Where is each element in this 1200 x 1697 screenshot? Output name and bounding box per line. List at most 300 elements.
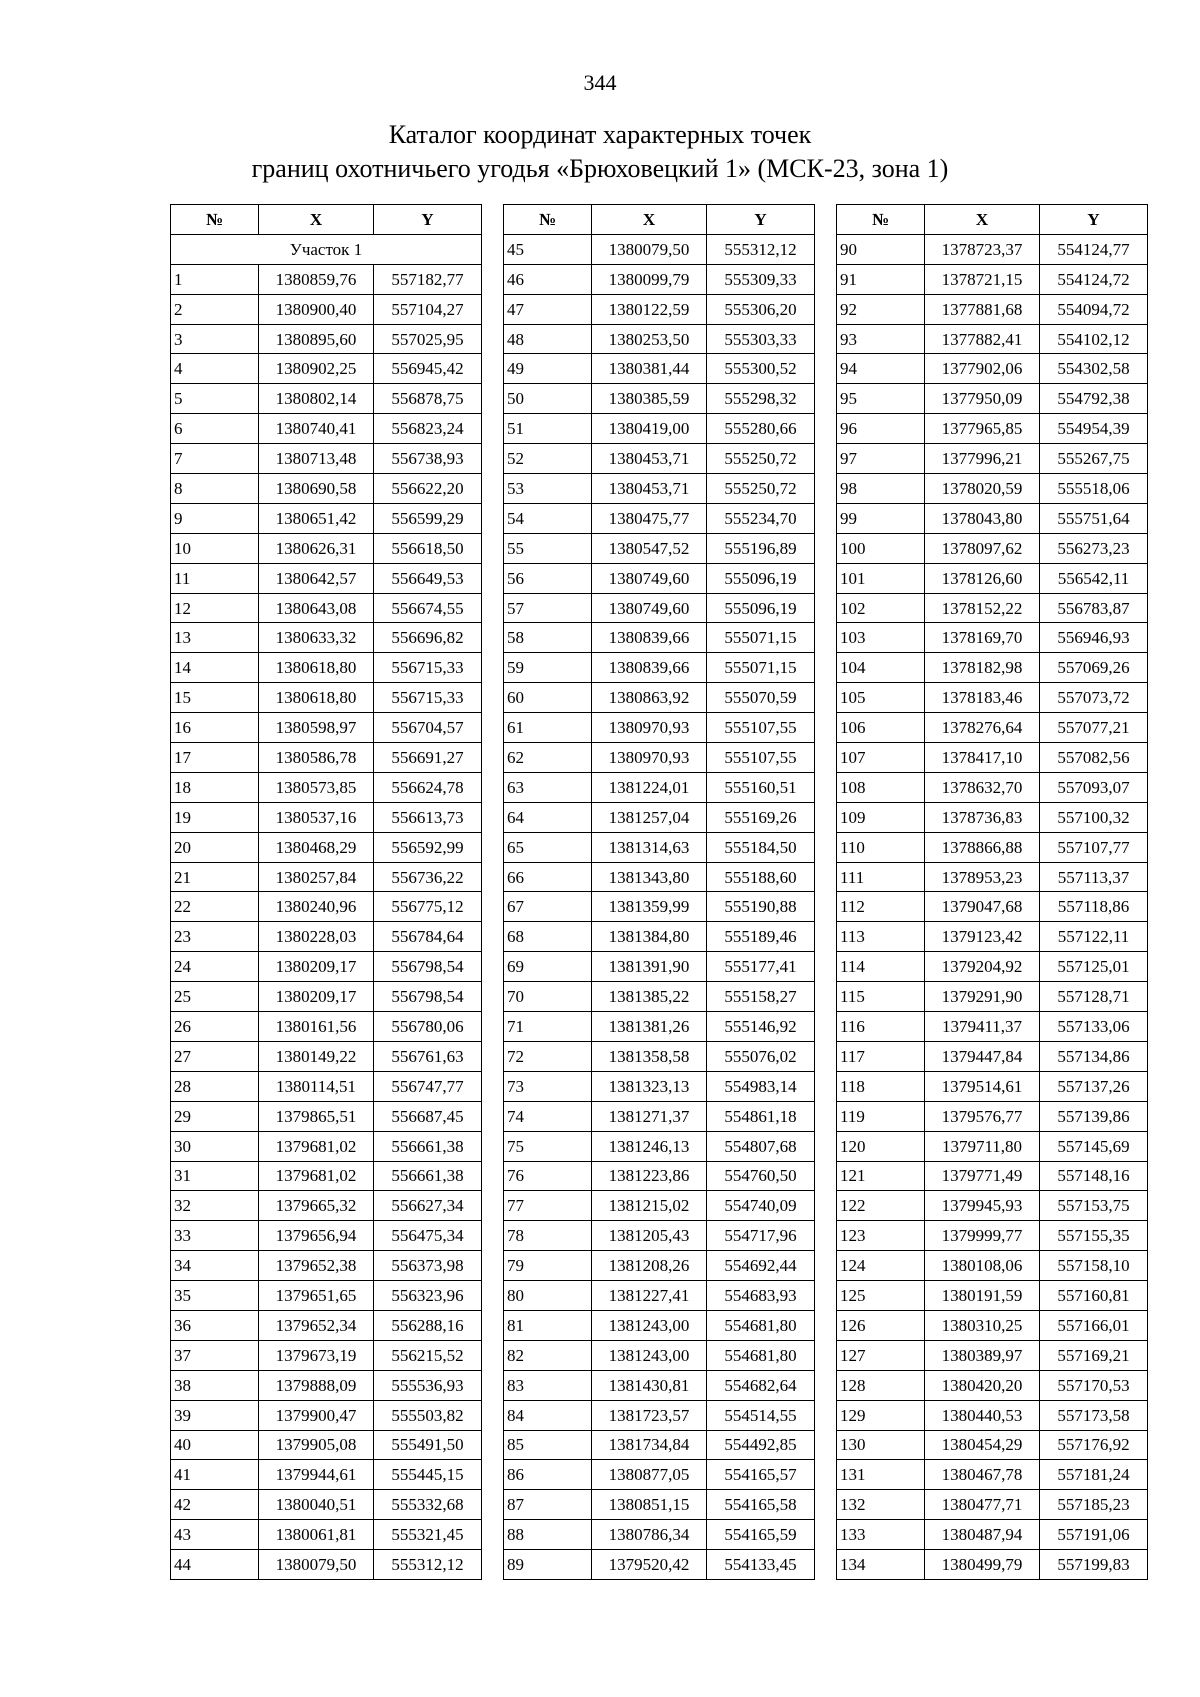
y-coordinate: 555751,64 — [1040, 503, 1148, 533]
table-header-row — [171, 205, 482, 235]
x-coordinate: 1380537,16 — [259, 802, 374, 832]
table-row — [504, 1221, 815, 1251]
x-coordinate: 1378043,80 — [925, 503, 1040, 533]
table-row — [504, 414, 815, 444]
y-coordinate: 557155,35 — [1040, 1221, 1148, 1251]
point-number: 3 — [171, 324, 259, 354]
point-number: 66 — [504, 862, 592, 892]
point-number: 50 — [504, 384, 592, 414]
table-row — [171, 862, 482, 892]
table-row — [837, 444, 1148, 474]
point-number: 79 — [504, 1251, 592, 1281]
y-coordinate: 557158,10 — [1040, 1251, 1148, 1281]
y-coordinate: 554133,45 — [707, 1550, 815, 1580]
point-number: 76 — [504, 1161, 592, 1191]
table-row — [504, 1071, 815, 1101]
x-coordinate: 1380839,66 — [592, 653, 707, 683]
y-coordinate: 554692,44 — [707, 1251, 815, 1281]
point-number: 127 — [837, 1340, 925, 1370]
x-coordinate: 1381243,00 — [592, 1340, 707, 1370]
x-coordinate: 1380209,17 — [259, 982, 374, 1012]
y-coordinate: 554717,96 — [707, 1221, 815, 1251]
section-label: Участок 1 — [171, 234, 482, 264]
point-number: 123 — [837, 1221, 925, 1251]
y-coordinate: 554102,12 — [1040, 324, 1148, 354]
y-coordinate: 555267,75 — [1040, 444, 1148, 474]
table-row — [837, 952, 1148, 982]
x-coordinate: 1380633,32 — [259, 623, 374, 653]
y-coordinate: 555280,66 — [707, 414, 815, 444]
section-row — [171, 234, 482, 264]
x-coordinate: 1381391,90 — [592, 952, 707, 982]
point-number: 108 — [837, 772, 925, 802]
x-coordinate: 1381385,22 — [592, 982, 707, 1012]
x-coordinate: 1380895,60 — [259, 324, 374, 354]
table-row — [171, 474, 482, 504]
table-row — [171, 802, 482, 832]
x-coordinate: 1380786,34 — [592, 1520, 707, 1550]
table-header-row — [837, 205, 1148, 235]
table-row — [171, 1370, 482, 1400]
table-row — [837, 1161, 1148, 1191]
table-row — [504, 653, 815, 683]
table-row — [837, 1550, 1148, 1580]
y-coordinate: 556674,55 — [374, 593, 482, 623]
table-row — [504, 1101, 815, 1131]
y-coordinate: 555076,02 — [707, 1041, 815, 1071]
table-row — [171, 743, 482, 773]
header-x: X — [592, 205, 707, 235]
point-number: 77 — [504, 1191, 592, 1221]
y-coordinate: 557185,23 — [1040, 1490, 1148, 1520]
point-number: 100 — [837, 533, 925, 563]
x-coordinate: 1378020,59 — [925, 474, 1040, 504]
x-coordinate: 1378417,10 — [925, 743, 1040, 773]
table-row — [837, 1131, 1148, 1161]
table-row — [171, 1310, 482, 1340]
table-row — [504, 1370, 815, 1400]
point-number: 17 — [171, 743, 259, 773]
table-row — [171, 1460, 482, 1490]
x-coordinate: 1379665,32 — [259, 1191, 374, 1221]
table-row — [837, 892, 1148, 922]
point-number: 95 — [837, 384, 925, 414]
x-coordinate: 1378169,70 — [925, 623, 1040, 653]
table-row — [504, 1550, 815, 1580]
point-number: 19 — [171, 802, 259, 832]
point-number: 110 — [837, 832, 925, 862]
table-row — [837, 922, 1148, 952]
y-coordinate: 555491,50 — [374, 1430, 482, 1460]
table-row — [837, 234, 1148, 264]
point-number: 42 — [171, 1490, 259, 1520]
point-number: 122 — [837, 1191, 925, 1221]
y-coordinate: 555146,92 — [707, 1012, 815, 1042]
x-coordinate: 1380079,50 — [592, 234, 707, 264]
point-number: 10 — [171, 533, 259, 563]
point-number: 20 — [171, 832, 259, 862]
table-row — [171, 772, 482, 802]
header-number: № — [837, 205, 925, 235]
point-number: 38 — [171, 1370, 259, 1400]
x-coordinate: 1378126,60 — [925, 563, 1040, 593]
point-number: 58 — [504, 623, 592, 653]
point-number: 107 — [837, 743, 925, 773]
x-coordinate: 1381734,84 — [592, 1430, 707, 1460]
table-row — [171, 1490, 482, 1520]
y-coordinate: 556622,20 — [374, 474, 482, 504]
x-coordinate: 1381314,63 — [592, 832, 707, 862]
y-coordinate: 556691,27 — [374, 743, 482, 773]
x-coordinate: 1381271,37 — [592, 1101, 707, 1131]
point-number: 29 — [171, 1101, 259, 1131]
coordinates-table-1 — [170, 204, 482, 1580]
table-row — [504, 444, 815, 474]
y-coordinate: 555518,06 — [1040, 474, 1148, 504]
x-coordinate: 1381343,80 — [592, 862, 707, 892]
table-row — [171, 1430, 482, 1460]
y-coordinate: 555107,55 — [707, 713, 815, 743]
point-number: 132 — [837, 1490, 925, 1520]
point-number: 31 — [171, 1161, 259, 1191]
x-coordinate: 1380381,44 — [592, 354, 707, 384]
header-y: Y — [374, 205, 482, 235]
point-number: 134 — [837, 1550, 925, 1580]
point-number: 2 — [171, 294, 259, 324]
y-coordinate: 554983,14 — [707, 1071, 815, 1101]
x-coordinate: 1380209,17 — [259, 952, 374, 982]
table-row — [504, 1251, 815, 1281]
table-row — [171, 1071, 482, 1101]
table-row — [504, 952, 815, 982]
x-coordinate: 1380240,96 — [259, 892, 374, 922]
y-coordinate: 556878,75 — [374, 384, 482, 414]
y-coordinate: 556288,16 — [374, 1310, 482, 1340]
x-coordinate: 1379204,92 — [925, 952, 1040, 982]
x-coordinate: 1380475,77 — [592, 503, 707, 533]
point-number: 39 — [171, 1400, 259, 1430]
x-coordinate: 1381208,26 — [592, 1251, 707, 1281]
x-coordinate: 1379681,02 — [259, 1161, 374, 1191]
table-row — [837, 1490, 1148, 1520]
point-number: 92 — [837, 294, 925, 324]
point-number: 112 — [837, 892, 925, 922]
x-coordinate: 1377882,41 — [925, 324, 1040, 354]
x-coordinate: 1379681,02 — [259, 1131, 374, 1161]
table-row — [837, 324, 1148, 354]
table-row — [171, 444, 482, 474]
x-coordinate: 1381243,00 — [592, 1310, 707, 1340]
y-coordinate: 556736,22 — [374, 862, 482, 892]
point-number: 93 — [837, 324, 925, 354]
x-coordinate: 1379771,49 — [925, 1161, 1040, 1191]
x-coordinate: 1380586,78 — [259, 743, 374, 773]
x-coordinate: 1380859,76 — [259, 264, 374, 294]
table-row — [171, 294, 482, 324]
y-coordinate: 554492,85 — [707, 1430, 815, 1460]
point-number: 99 — [837, 503, 925, 533]
table-row — [171, 1520, 482, 1550]
y-coordinate: 555234,70 — [707, 503, 815, 533]
table-row — [837, 474, 1148, 504]
y-coordinate: 555303,33 — [707, 324, 815, 354]
table-row — [171, 952, 482, 982]
header-number: № — [504, 205, 592, 235]
y-coordinate: 556273,23 — [1040, 533, 1148, 563]
y-coordinate: 555188,60 — [707, 862, 815, 892]
point-number: 116 — [837, 1012, 925, 1042]
point-number: 56 — [504, 563, 592, 593]
point-number: 48 — [504, 324, 592, 354]
x-coordinate: 1380253,50 — [592, 324, 707, 354]
point-number: 51 — [504, 414, 592, 444]
x-coordinate: 1379865,51 — [259, 1101, 374, 1131]
point-number: 133 — [837, 1520, 925, 1550]
x-coordinate: 1379651,65 — [259, 1281, 374, 1311]
table-row — [837, 1400, 1148, 1430]
y-coordinate: 555298,32 — [707, 384, 815, 414]
point-number: 74 — [504, 1101, 592, 1131]
header-y: Y — [1040, 205, 1148, 235]
point-number: 128 — [837, 1370, 925, 1400]
table-row — [837, 1191, 1148, 1221]
point-number: 118 — [837, 1071, 925, 1101]
x-coordinate: 1380061,81 — [259, 1520, 374, 1550]
point-number: 115 — [837, 982, 925, 1012]
x-coordinate: 1380453,71 — [592, 474, 707, 504]
point-number: 102 — [837, 593, 925, 623]
table-row — [837, 1101, 1148, 1131]
x-coordinate: 1380389,97 — [925, 1340, 1040, 1370]
y-coordinate: 557137,26 — [1040, 1071, 1148, 1101]
point-number: 40 — [171, 1430, 259, 1460]
x-coordinate: 1380477,71 — [925, 1490, 1040, 1520]
point-number: 121 — [837, 1161, 925, 1191]
y-coordinate: 557133,06 — [1040, 1012, 1148, 1042]
table-row — [837, 1340, 1148, 1370]
y-coordinate: 555070,59 — [707, 683, 815, 713]
point-number: 87 — [504, 1490, 592, 1520]
y-coordinate: 557182,77 — [374, 264, 482, 294]
point-number: 30 — [171, 1131, 259, 1161]
y-coordinate: 557153,75 — [1040, 1191, 1148, 1221]
x-coordinate: 1380749,60 — [592, 563, 707, 593]
point-number: 47 — [504, 294, 592, 324]
y-coordinate: 556613,73 — [374, 802, 482, 832]
x-coordinate: 1379945,93 — [925, 1191, 1040, 1221]
table-row — [837, 1071, 1148, 1101]
point-number: 8 — [171, 474, 259, 504]
table-row — [837, 623, 1148, 653]
point-number: 88 — [504, 1520, 592, 1550]
x-coordinate: 1380642,57 — [259, 563, 374, 593]
table-row — [171, 1161, 482, 1191]
point-number: 91 — [837, 264, 925, 294]
table-row — [171, 623, 482, 653]
table-row — [171, 414, 482, 444]
table-row — [504, 1430, 815, 1460]
y-coordinate: 554807,68 — [707, 1131, 815, 1161]
table-row — [837, 653, 1148, 683]
y-coordinate: 557077,21 — [1040, 713, 1148, 743]
x-coordinate: 1380970,93 — [592, 743, 707, 773]
x-coordinate: 1380970,93 — [592, 713, 707, 743]
y-coordinate: 555160,51 — [707, 772, 815, 802]
table-row — [171, 1400, 482, 1430]
point-number: 53 — [504, 474, 592, 504]
x-coordinate: 1380740,41 — [259, 414, 374, 444]
y-coordinate: 557160,81 — [1040, 1281, 1148, 1311]
point-number: 64 — [504, 802, 592, 832]
table-row — [837, 1251, 1148, 1281]
y-coordinate: 557122,11 — [1040, 922, 1148, 952]
x-coordinate: 1380643,08 — [259, 593, 374, 623]
y-coordinate: 556627,34 — [374, 1191, 482, 1221]
point-number: 111 — [837, 862, 925, 892]
x-coordinate: 1379999,77 — [925, 1221, 1040, 1251]
x-coordinate: 1380467,78 — [925, 1460, 1040, 1490]
point-number: 71 — [504, 1012, 592, 1042]
x-coordinate: 1380099,79 — [592, 264, 707, 294]
table-row — [837, 384, 1148, 414]
x-coordinate: 1380900,40 — [259, 294, 374, 324]
point-number: 43 — [171, 1520, 259, 1550]
table-row — [171, 1340, 482, 1370]
y-coordinate: 557104,27 — [374, 294, 482, 324]
header-number: № — [171, 205, 259, 235]
y-coordinate: 554124,72 — [1040, 264, 1148, 294]
x-coordinate: 1377950,09 — [925, 384, 1040, 414]
table-row — [504, 503, 815, 533]
table-row — [171, 503, 482, 533]
point-number: 22 — [171, 892, 259, 922]
x-coordinate: 1380454,29 — [925, 1430, 1040, 1460]
table-row — [837, 354, 1148, 384]
point-number: 109 — [837, 802, 925, 832]
x-coordinate: 1377881,68 — [925, 294, 1040, 324]
y-coordinate: 555312,12 — [374, 1550, 482, 1580]
x-coordinate: 1381359,99 — [592, 892, 707, 922]
table-row — [504, 1281, 815, 1311]
point-number: 94 — [837, 354, 925, 384]
x-coordinate: 1380573,85 — [259, 772, 374, 802]
y-coordinate: 556945,42 — [374, 354, 482, 384]
x-coordinate: 1380839,66 — [592, 623, 707, 653]
table-row — [504, 1460, 815, 1490]
point-number: 24 — [171, 952, 259, 982]
x-coordinate: 1379576,77 — [925, 1101, 1040, 1131]
x-coordinate: 1380122,59 — [592, 294, 707, 324]
x-coordinate: 1378953,23 — [925, 862, 1040, 892]
x-coordinate: 1379905,08 — [259, 1430, 374, 1460]
x-coordinate: 1380228,03 — [259, 922, 374, 952]
y-coordinate: 555536,93 — [374, 1370, 482, 1400]
point-number: 131 — [837, 1460, 925, 1490]
y-coordinate: 556661,38 — [374, 1131, 482, 1161]
x-coordinate: 1381223,86 — [592, 1161, 707, 1191]
x-coordinate: 1381723,57 — [592, 1400, 707, 1430]
x-coordinate: 1380877,05 — [592, 1460, 707, 1490]
x-coordinate: 1378182,98 — [925, 653, 1040, 683]
table-row — [837, 1041, 1148, 1071]
table-row — [837, 503, 1148, 533]
x-coordinate: 1380257,84 — [259, 862, 374, 892]
y-coordinate: 556761,63 — [374, 1041, 482, 1071]
x-coordinate: 1378866,88 — [925, 832, 1040, 862]
table-row — [171, 713, 482, 743]
y-coordinate: 557113,37 — [1040, 862, 1148, 892]
y-coordinate: 557025,95 — [374, 324, 482, 354]
y-coordinate: 556542,11 — [1040, 563, 1148, 593]
x-coordinate: 1380713,48 — [259, 444, 374, 474]
table-row — [504, 1400, 815, 1430]
header-x: X — [259, 205, 374, 235]
y-coordinate: 556624,78 — [374, 772, 482, 802]
point-number: 1 — [171, 264, 259, 294]
point-number: 4 — [171, 354, 259, 384]
point-number: 113 — [837, 922, 925, 952]
y-coordinate: 557170,53 — [1040, 1370, 1148, 1400]
table-header-row — [504, 205, 815, 235]
point-number: 14 — [171, 653, 259, 683]
y-coordinate: 556373,98 — [374, 1251, 482, 1281]
y-coordinate: 556592,99 — [374, 832, 482, 862]
y-coordinate: 555169,26 — [707, 802, 815, 832]
point-number: 6 — [171, 414, 259, 444]
y-coordinate: 554681,80 — [707, 1310, 815, 1340]
point-number: 117 — [837, 1041, 925, 1071]
point-number: 65 — [504, 832, 592, 862]
y-coordinate: 557145,69 — [1040, 1131, 1148, 1161]
x-coordinate: 1381215,02 — [592, 1191, 707, 1221]
y-coordinate: 555184,50 — [707, 832, 815, 862]
table-row — [171, 264, 482, 294]
table-row — [504, 384, 815, 414]
x-coordinate: 1378276,64 — [925, 713, 1040, 743]
y-coordinate: 555306,20 — [707, 294, 815, 324]
table-row — [504, 1161, 815, 1191]
table-row — [504, 802, 815, 832]
y-coordinate: 554792,38 — [1040, 384, 1148, 414]
x-coordinate: 1381381,26 — [592, 1012, 707, 1042]
table-row — [504, 623, 815, 653]
x-coordinate: 1380385,59 — [592, 384, 707, 414]
y-coordinate: 554681,80 — [707, 1340, 815, 1370]
point-number: 62 — [504, 743, 592, 773]
x-coordinate: 1378183,46 — [925, 683, 1040, 713]
y-coordinate: 557073,72 — [1040, 683, 1148, 713]
y-coordinate: 554683,93 — [707, 1281, 815, 1311]
table-row — [504, 892, 815, 922]
y-coordinate: 556738,93 — [374, 444, 482, 474]
y-coordinate: 554740,09 — [707, 1191, 815, 1221]
y-coordinate: 555177,41 — [707, 952, 815, 982]
y-coordinate: 554165,58 — [707, 1490, 815, 1520]
x-coordinate: 1377902,06 — [925, 354, 1040, 384]
y-coordinate: 557093,07 — [1040, 772, 1148, 802]
y-coordinate: 555309,33 — [707, 264, 815, 294]
coordinates-table-3 — [836, 204, 1148, 1580]
table-row — [171, 1251, 482, 1281]
y-coordinate: 556798,54 — [374, 952, 482, 982]
y-coordinate: 557181,24 — [1040, 1460, 1148, 1490]
table-row — [504, 832, 815, 862]
point-number: 106 — [837, 713, 925, 743]
table-row — [504, 1191, 815, 1221]
y-coordinate: 556715,33 — [374, 653, 482, 683]
title-line-1: Каталог координат характерных точек — [388, 120, 812, 149]
point-number: 34 — [171, 1251, 259, 1281]
